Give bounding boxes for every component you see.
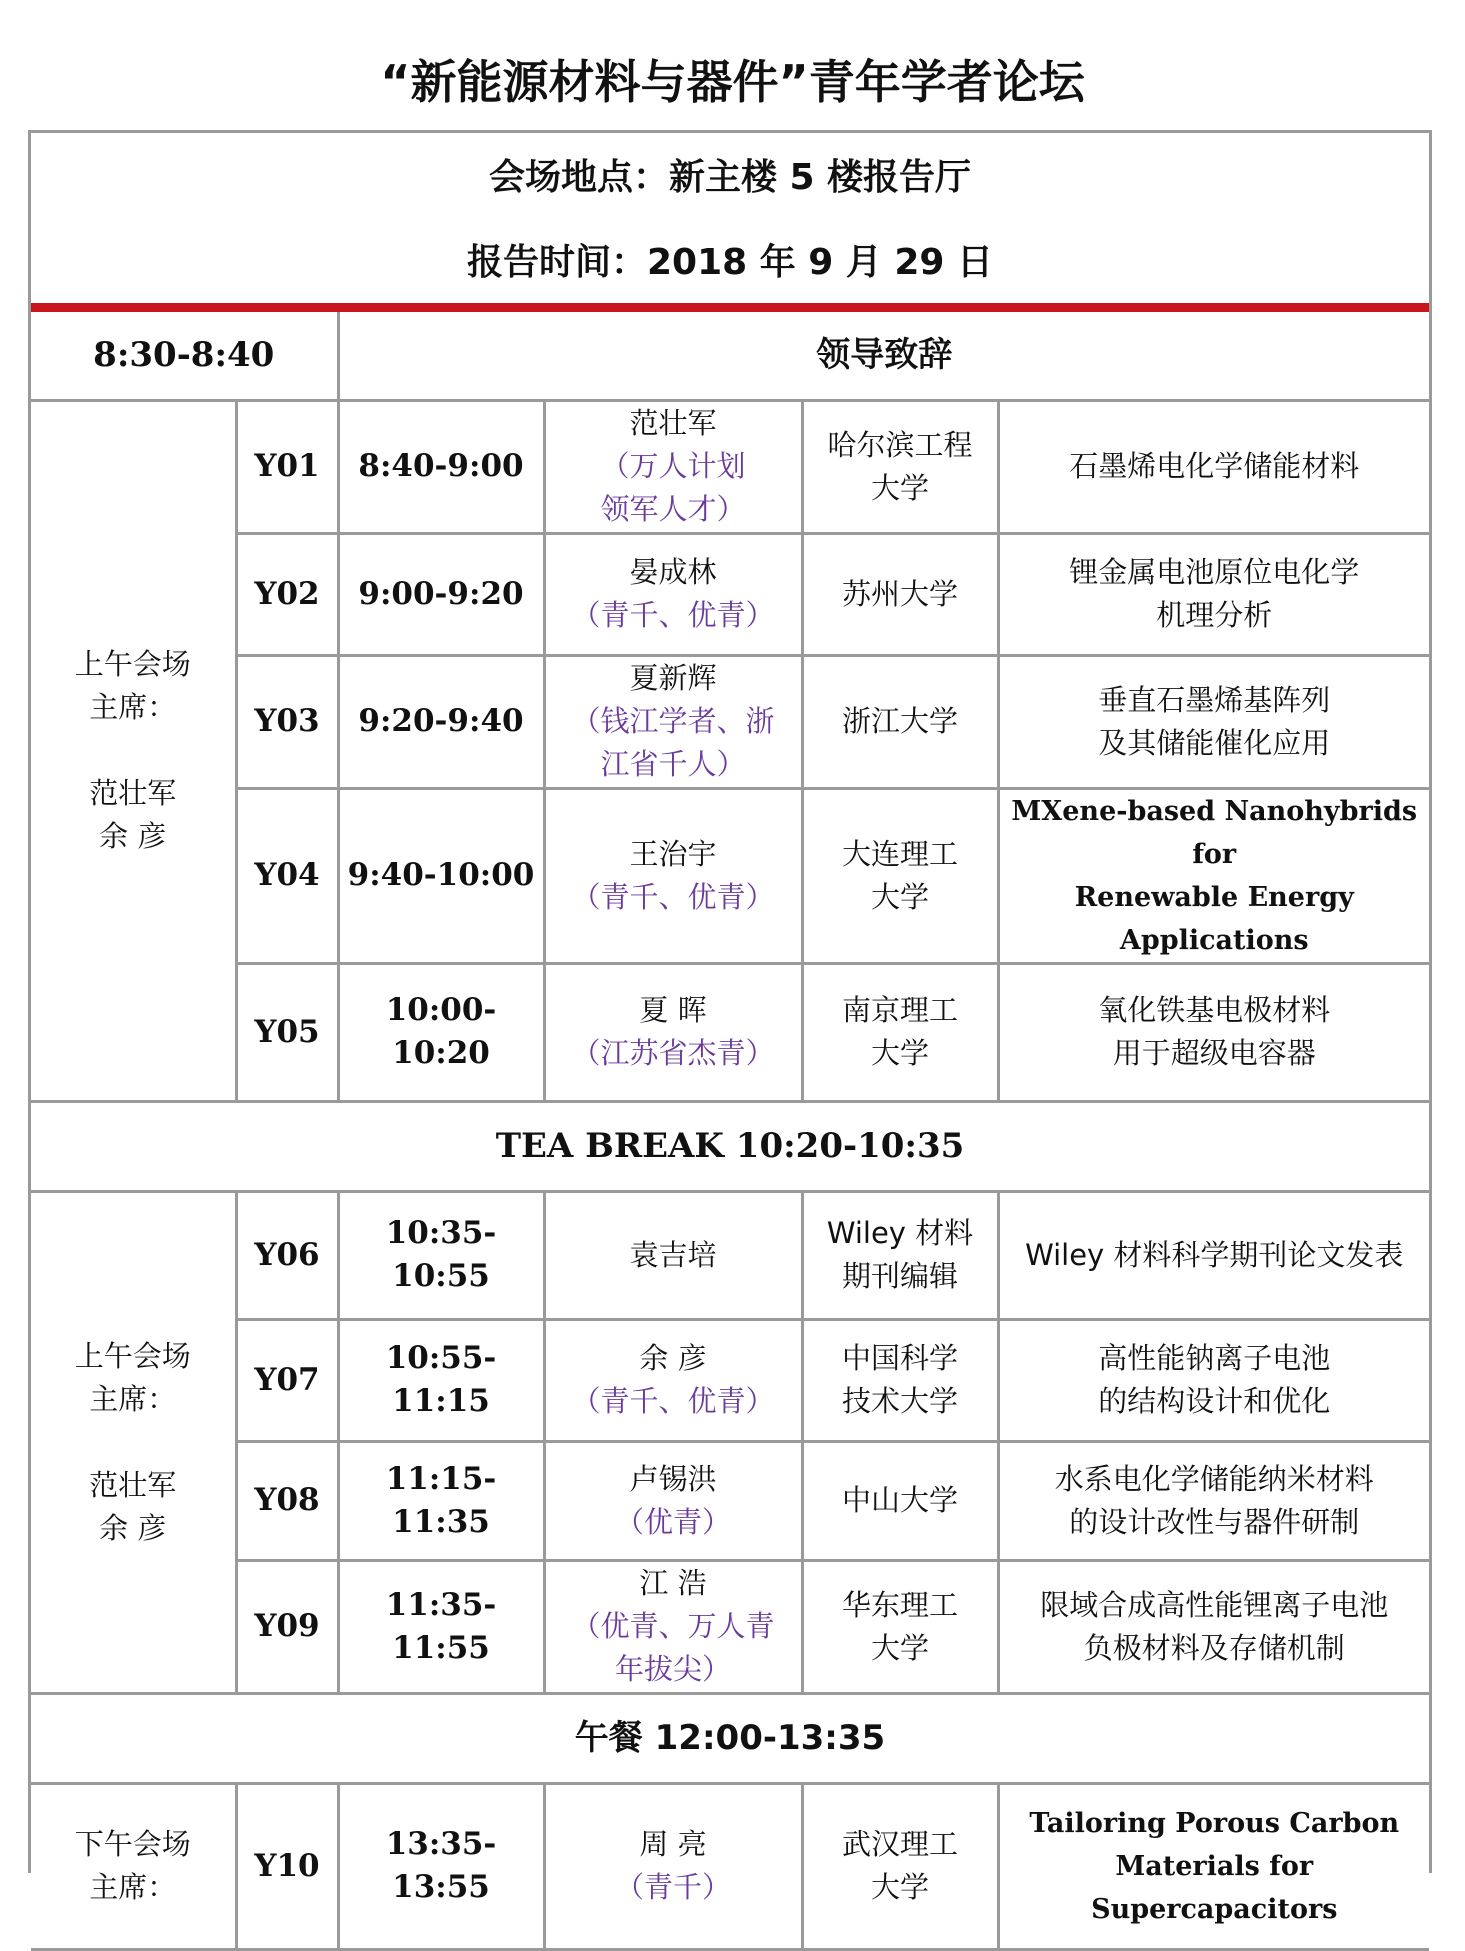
talk-affiliation	[802, 1191, 998, 1319]
talk-time: 10:35-10:55	[338, 1191, 544, 1319]
chair-title: 下午会场	[74, 1827, 191, 1861]
talk-row	[31, 1783, 1429, 1949]
speaker-name: 江 浩	[639, 1566, 707, 1600]
talk-speaker	[544, 400, 802, 533]
chair-name: 范壮军	[89, 1467, 177, 1502]
talk-topic	[998, 400, 1429, 533]
chair-spacer	[31, 729, 235, 772]
talk-time: 10:55-11:15	[338, 1319, 544, 1441]
lunch-break: 午餐 12:00-13:35	[31, 1693, 1429, 1783]
talk-time: 11:35-11:55	[338, 1560, 544, 1693]
talk-affiliation	[802, 788, 998, 963]
talk-row	[31, 788, 1429, 963]
talk-topic	[998, 788, 1429, 963]
affiliation-line: 华东理工	[841, 1587, 958, 1622]
talk-row	[31, 1560, 1429, 1693]
affiliation-line: 大学	[870, 879, 929, 914]
talk-code: Y05	[236, 963, 338, 1101]
header-divider	[31, 303, 1429, 312]
affiliation-line: 大学	[870, 1036, 929, 1070]
speaker-honor: （青千、优青）	[571, 598, 775, 632]
talk-time: 9:40-10:00	[338, 788, 544, 963]
speaker-name: 周 亮	[639, 1827, 707, 1861]
topic-line: 锂金属电池原位电化学	[1069, 555, 1360, 589]
speaker-name: 王治宇	[629, 836, 717, 871]
talk-speaker	[544, 1319, 802, 1441]
talk-row	[31, 655, 1429, 788]
chair-title: 上午会场	[74, 647, 191, 681]
opening-row	[31, 312, 1429, 400]
chair-name: 余 彦	[99, 819, 167, 853]
affiliation-line: 大学	[870, 1630, 929, 1665]
talk-row	[31, 400, 1429, 533]
speaker-honor: （青千）	[614, 1870, 731, 1904]
affiliation-line: Wiley 材料	[826, 1216, 974, 1250]
talk-code: Y10	[236, 1783, 338, 1949]
talk-row	[31, 963, 1429, 1101]
topic-line: MXene-based Nanohybrids for	[1011, 795, 1418, 870]
talk-code: Y08	[236, 1441, 338, 1560]
chair-label: 主席：	[89, 1381, 177, 1416]
affiliation-line: 技术大学	[841, 1384, 958, 1418]
speaker-honor: （优青）	[614, 1504, 731, 1539]
talk-affiliation	[802, 533, 998, 655]
topic-line: 机理分析	[1156, 598, 1273, 632]
lunch-break-row	[31, 1693, 1429, 1783]
talk-speaker	[544, 788, 802, 963]
affiliation-line: 中山大学	[841, 1483, 958, 1517]
tea-break: TEA BREAK 10:20-10:35	[31, 1101, 1429, 1191]
speaker-name: 夏新辉	[629, 661, 717, 695]
affiliation-line: 大学	[870, 470, 929, 505]
chair-label: 主席：	[89, 1870, 177, 1904]
affiliation-line: 哈尔滨工程	[827, 427, 973, 462]
speaker-honor: （青千、优青）	[571, 1384, 775, 1418]
talk-topic	[998, 533, 1429, 655]
talk-affiliation	[802, 1441, 998, 1560]
talk-time: 10:00-10:20	[338, 963, 544, 1101]
topic-line: Tailoring Porous Carbon	[1029, 1807, 1400, 1839]
talk-topic	[998, 1319, 1429, 1441]
talk-speaker	[544, 533, 802, 655]
venue-location: 会场地点：新主楼 5 楼报告厅	[488, 157, 972, 198]
affiliation-line: 南京理工	[841, 993, 958, 1027]
topic-line: 高性能钠离子电池	[1098, 1341, 1331, 1375]
chair-label: 主席：	[89, 690, 177, 724]
topic-line: 石墨烯电化学储能材料	[1069, 449, 1360, 483]
venue-date: 报告时间：2018 年 9 月 29 日	[466, 242, 993, 283]
topic-line: 用于超级电容器	[1112, 1036, 1316, 1070]
talk-topic	[998, 1783, 1429, 1949]
talk-affiliation	[802, 963, 998, 1101]
speaker-name: 余 彦	[639, 1341, 707, 1375]
tea-break-row	[31, 1101, 1429, 1191]
talk-code: Y01	[236, 400, 338, 533]
talk-topic	[998, 1560, 1429, 1693]
opening-time: 8:30-8:40	[31, 312, 338, 400]
speaker-name: 范壮军	[629, 406, 717, 440]
affiliation-line: 苏州大学	[841, 576, 958, 611]
talk-row	[31, 1319, 1429, 1441]
talk-affiliation	[802, 655, 998, 788]
speaker-honor: （万人计划	[600, 449, 746, 483]
chair-name: 范壮军	[89, 776, 177, 810]
speaker-name: 晏成林	[629, 555, 717, 589]
chair-title: 上午会场	[74, 1338, 191, 1373]
speaker-honor: 年拔尖）	[614, 1652, 731, 1686]
topic-line: Wiley 材料科学期刊论文发表	[1025, 1237, 1404, 1272]
topic-line: 的设计改性与器件研制	[1069, 1504, 1360, 1539]
affiliation-line: 大连理工	[841, 836, 958, 871]
topic-line: 水系电化学储能纳米材料	[1054, 1461, 1374, 1496]
chair-spacer	[31, 1421, 235, 1464]
speaker-name: 卢锡洪	[629, 1461, 717, 1496]
talk-speaker	[544, 1191, 802, 1319]
topic-line: 限域合成高性能锂离子电池	[1040, 1587, 1389, 1622]
opening-label: 领导致辞	[338, 312, 1429, 400]
affiliation-line: 浙江大学	[841, 704, 958, 738]
talk-affiliation	[802, 1560, 998, 1693]
talk-speaker	[544, 1441, 802, 1560]
talk-time: 9:00-9:20	[338, 533, 544, 655]
affiliation-line: 中国科学	[841, 1341, 958, 1375]
chair-name: 余 彦	[99, 1510, 167, 1545]
topic-line: 氧化铁基电极材料	[1098, 993, 1331, 1027]
speaker-name: 袁吉培	[629, 1237, 717, 1272]
page-title: “新能源材料与器件”青年学者论坛	[380, 55, 1085, 109]
session-chair	[31, 1191, 236, 1693]
talk-time: 13:35-13:55	[338, 1783, 544, 1949]
session-chair	[31, 400, 236, 1101]
talk-code: Y06	[236, 1191, 338, 1319]
topic-line: 的结构设计和优化	[1098, 1384, 1331, 1418]
talk-row	[31, 1441, 1429, 1560]
topic-line: 及其储能催化应用	[1098, 725, 1331, 760]
talk-topic	[998, 963, 1429, 1101]
talk-code: Y02	[236, 533, 338, 655]
speaker-honor: （青千、优青）	[571, 879, 775, 914]
speaker-honor: （钱江学者、浙	[571, 704, 775, 738]
talk-speaker	[544, 1783, 802, 1949]
affiliation-line: 大学	[870, 1870, 929, 1904]
session-chair	[31, 1783, 236, 1949]
talk-time: 9:20-9:40	[338, 655, 544, 788]
talk-code: Y03	[236, 655, 338, 788]
talk-time: 11:15-11:35	[338, 1441, 544, 1560]
talk-code: Y09	[236, 1560, 338, 1693]
affiliation-line: 武汉理工	[841, 1827, 958, 1861]
talk-affiliation	[802, 1783, 998, 1949]
talk-affiliation	[802, 400, 998, 533]
talk-speaker	[544, 655, 802, 788]
schedule-table	[31, 312, 1429, 1951]
talk-speaker	[544, 963, 802, 1101]
talk-affiliation	[802, 1319, 998, 1441]
speaker-honor: 江省千人）	[600, 747, 746, 781]
topic-line: 垂直石墨烯基阵列	[1098, 682, 1331, 717]
speaker-honor: （江苏省杰青）	[571, 1036, 775, 1070]
talk-row	[31, 1191, 1429, 1319]
topic-line: Renewable Energy Applications	[1074, 881, 1354, 956]
speaker-honor: （优青、万人青	[571, 1609, 775, 1643]
topic-line: 负极材料及存储机制	[1083, 1630, 1345, 1665]
affiliation-line: 期刊编辑	[841, 1259, 958, 1293]
talk-row	[31, 533, 1429, 655]
speaker-name: 夏 晖	[639, 993, 707, 1027]
talk-topic	[998, 1441, 1429, 1560]
topic-line: Materials for Supercapacitors	[1091, 1850, 1338, 1925]
talk-speaker	[544, 1560, 802, 1693]
talk-topic	[998, 1191, 1429, 1319]
talk-time: 8:40-9:00	[338, 400, 544, 533]
talk-code: Y04	[236, 788, 338, 963]
talk-topic	[998, 655, 1429, 788]
talk-code: Y07	[236, 1319, 338, 1441]
speaker-honor: 领军人才）	[600, 492, 746, 526]
